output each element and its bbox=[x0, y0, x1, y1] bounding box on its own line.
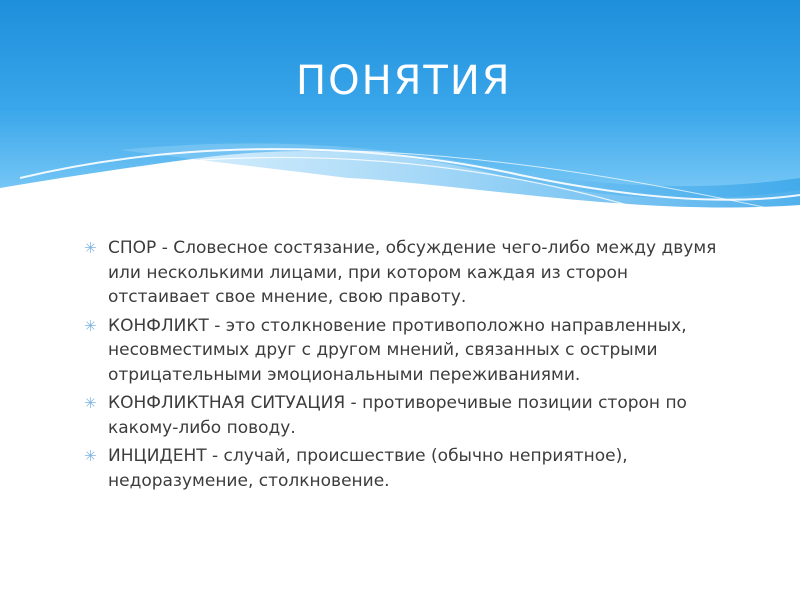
list-item bbox=[84, 391, 724, 440]
bullet-star-icon: ✳ bbox=[84, 316, 97, 335]
list-item bbox=[84, 314, 724, 388]
bullet-star-icon: ✳ bbox=[84, 239, 97, 257]
definition-text: КОНФЛИКТНАЯ СИТУАЦИЯ - противоречивые позиции сторон по какому-либо поводу. bbox=[108, 393, 687, 438]
slide-title: ПОНЯТИЯ bbox=[296, 58, 512, 104]
list-item bbox=[84, 236, 724, 310]
definitions-list bbox=[84, 236, 724, 497]
list-item bbox=[84, 444, 724, 493]
definition-text: ИНЦИДЕНТ - случай, происшествие (обычно неприятное), недоразумение, столкновение. bbox=[108, 446, 628, 491]
bullet-star-icon: ✳ bbox=[84, 447, 97, 465]
definition-text: КОНФЛИКТ - это столкновение противоположно направленных, несовместимых друг с другом мнений, связанных с острыми отрицательными эмоциональными переживаниями. bbox=[108, 315, 687, 385]
definition-text: СПОР - Словесное состязание, обсуждение чего-либо между двумя или несколькими лицами, при котором каждая из сторон отстаивает свое мнение, свою правоту. bbox=[108, 238, 717, 307]
bullet-star-icon: ✳ bbox=[84, 394, 97, 412]
